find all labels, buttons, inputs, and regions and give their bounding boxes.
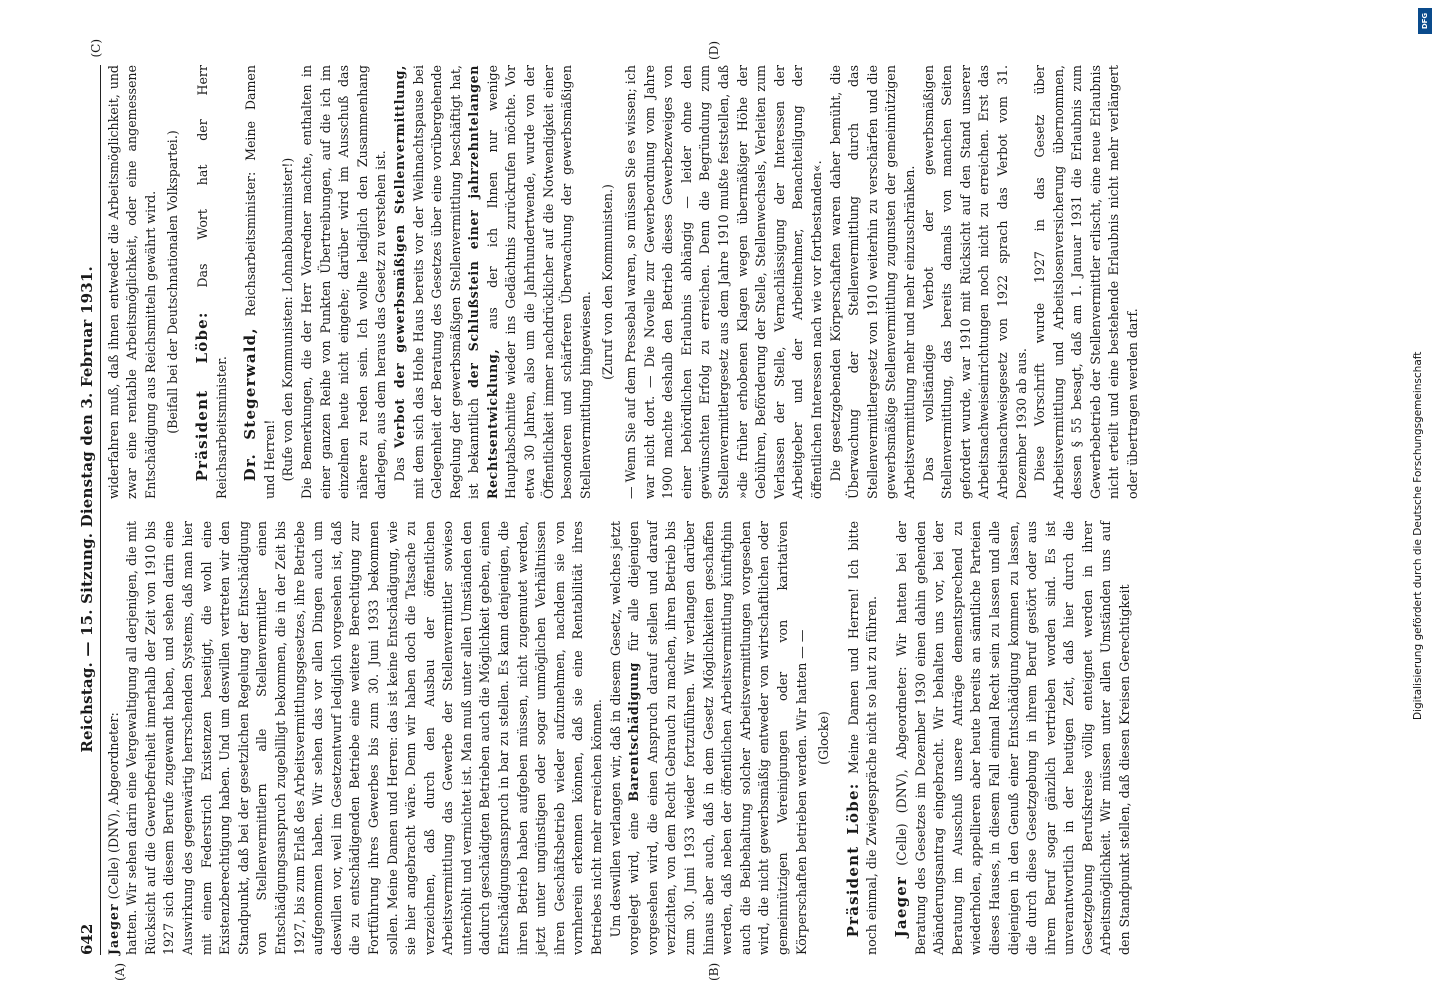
paragraph: Die Bemerkungen, die der Herr Vorredner machte, enthalten in einer ganzen Reihe von Punkten Übertreibungen, auf die ich im einzelnen heute nicht eingehe; darüber wird im Ausschuß das nähere zu reden sein. Ich wollte lediglich den Zusammenhang darlegen, aus dem heraus das Gesetz zu verstehen ist. bbox=[298, 65, 389, 499]
page-header bbox=[78, 65, 101, 955]
margin-marker-c: (C) bbox=[88, 39, 103, 58]
page-content bbox=[78, 39, 1368, 981]
margin-marker-d: (D) bbox=[706, 41, 721, 60]
interjection: (Rufe von den Kommunisten: Lohnabbauminister!) bbox=[280, 157, 296, 482]
paragraph: Diese Vorschrift wurde 1927 in das Gesetz über Arbeitsvermittlung und Arbeitslosenversicherung übernommen, dessen § 55 besagt, daß am 1. Januar 1931 die Erlaubnis zum Gewerbebetrieb der Stellenvermittler erlischt, eine neue Erlaubnis nicht erteilt und eine bestehende Erlaubnis nicht mehr verlängert oder übertragen werden darf. bbox=[1032, 65, 1141, 499]
emphasis: Barentschädigung bbox=[626, 662, 642, 802]
speaker-name: Präsident Löbe: bbox=[843, 782, 862, 938]
column-right bbox=[105, 65, 1143, 499]
paragraph: Das vollständige Verbot der gewerbsmäßigen Stellenvermittlung, das bereits damals von manchen Seiten gefordert wurde, war 1910 mit Rücksicht auf den Stand unserer Arbeitsnachweiseinrichtungen noch nicht zu erreichen. Erst das Arbeitsnachweisgesetz von 1922 sprach das Verbot vom 31. Dezember 1930 ab aus. bbox=[920, 65, 1029, 499]
column-left bbox=[105, 521, 1143, 955]
scanned-page bbox=[48, 30, 1420, 981]
speaker-role: (Celle) (DNV), Abgeordneter: bbox=[105, 712, 121, 900]
page-number: 642 bbox=[78, 923, 96, 955]
paragraph: Jaeger (Celle) (DNV), Abgeordneter: Wir hatten bei der Beratung des Gesetzes im Dezember 1930 einen dahin gehenden Abänderungsantrag eingebracht. Wir behalten uns vor, bei der Beratung im Ausschuß unsere Anträge dementsprechend zu wiederholen, appellieren aber heute bereits an sämtliche Parteien dieses Hauses, in diesem Fall einmal Recht sein zu lassen und alle diejenigen in den Genuß einer Entschädigung kommen zu lassen, die durch diese Gesetzgebung in ihrem Beruf gestört oder aus ihrem Beruf sogar gänzlich vertrieben worden sind. Es ist unverantwortlich in der heutigen Zeit, daß hier durch die Gesetzgebung Berufskreise völlig enteignet werden in ihrer Arbeitsmöglichkeit. Wir müssen unter allen Umständen uns auf den Standpunkt stellen, daß diesen Kreisen Gerechtigkeit bbox=[891, 521, 1133, 955]
interjection: (Zuruf von den Kommunisten.) bbox=[600, 184, 616, 380]
paragraph: Dr. Stegerwald, Reichsarbeitsminister: Meine Damen und Herren! bbox=[241, 65, 277, 499]
speaker-name: Präsident Löbe: bbox=[192, 311, 211, 482]
paragraph bbox=[105, 521, 124, 955]
paragraph: Das Verbot der gewerbsmäßigen Stellenvermittlung, mit dem sich das Hohe Haus bereits vor der Weihnachtspause bei Gelegenheit der Beratung des Gesetzes über eine vorübergehende Regelung der gewerbsmäßigen Stellenvermittlung beschäftigt hat, ist bekanntlich der Schlußstein einer jahrzehntelangen Rechtsentwicklung, aus der ich Ihnen nur wenige Hauptabschnitte wieder ins Gedächtnis zurückrufen möchte. Vor etwa 30 Jahren, also um die Jahrhundertwende, wurde von der Öffentlichkeit immer nachdrücklicher auf die Notwendigkeit einer besonderen und schärferen Überwachung der gewerbsmäßigen Stellenvermittlung hingewiesen. bbox=[391, 64, 593, 499]
emphasis: Verbot der gewerbsmäßigen Stellenvermittlung, bbox=[391, 65, 407, 449]
page-title: Reichstag. — 15. Sitzung. Dienstag den 3. Februar 1931. bbox=[78, 266, 96, 753]
margin-marker-b: (B) bbox=[706, 962, 721, 981]
paragraph: Um deswillen verlangen wir, daß in diesem Gesetz, welches jetzt vorgelegt wird, eine Barentschädigung für alle diejenigen vorgesehen wird, die einen Anspruch darauf stellen und darauf verzichten, von dem Recht Gebrauch zu machen, ihren Betrieb bis zum 30. Juni 1933 wieder fortzuführen. Wir verlangen darüber hinaus aber auch, daß in dem Gesetz Möglichkeiten geschaffen werden, daß neben der öffentlichen Arbeitsvermittlung künftighin auch die Beibehaltung solcher Arbeitsvermittlungen vorgesehen wird, die nicht gewerbsmäßig entweder von wirtschaftlichen oder gemeinnützigen Vereinigungen oder von karitativen Körperschaften betrieben werden. Wir hatten — — bbox=[607, 520, 809, 955]
speaker-name: Jaeger bbox=[105, 903, 121, 955]
paragraph: Präsident Löbe: Meine Damen und Herren! Ich bitte noch einmal, die Zwiegespräche nicht so laut zu führen. bbox=[843, 521, 880, 955]
speaker-name: Dr. Stegerwald, bbox=[241, 327, 260, 482]
interjection: (Beifall bei der Deutschnationalen Volkspartei.) bbox=[165, 130, 181, 434]
emphasis: der Schlußstein einer jahrzehntelangen Rechtsentwicklung, bbox=[466, 64, 500, 499]
paragraph: Präsident Löbe: Das Wort hat der Herr Reichsarbeitsminister. bbox=[192, 65, 229, 499]
paragraph: Die gesetzgebenden Körperschaften waren daher bemüht, die Überwachung der Stellenvermittlung durch das Stellenvermittlergesetz von 1910 weiterhin zu verschärfen und die gewerbsmäßige Stellenvermittlung zugunsten der gemeinnützigen Arbeitsvermittlung mehr und mehr einzuschränken. bbox=[827, 65, 917, 499]
dfg-logo: DFG bbox=[1418, 8, 1432, 34]
interjection: (Glocke) bbox=[816, 711, 832, 765]
paragraph: hatten. Wir sehen darin eine Vergewaltigung all derjenigen, die mit Rücksicht auf die Gewerbefreiheit innerhalb der Zeit von 1910 bis 1927 sich diesem Berufe zugewandt haben, und sehen darin eine Auswirkung des gegenwärtig herrschenden Systems, daß man hier mit einem Federstrich Existenzen beseitigt, die wohl eine Existenzberechtigung haben. Und um deswillen vertreten wir den Standpunkt, daß bei der gesetzlichen Regelung der Entschädigung von Stellenvermittlern alle Stellenvermittler einen Entschädigungsanspruch zugebilligt bekommen, die in der Zeit bis 1927, bis zum Erlaß des Arbeitsvermittlungsgesetzes, ihre Betriebe aufgenommen haben. Wir sehen das vor allen Dingen auch um deswillen vor, weil im Gesetzentwurf lediglich vorgesehen ist, daß die zu entschädigenden Betriebe eine weitere Berechtigung zur Fortführung ihres Gewerbes bis zum 30. Juni 1933 bekommen sollen. Meine Damen und Herren: das ist keine Entschädigung, wie sie hier angebracht wäre. Denn wir haben doch die Tatsache zu verzeichnen, daß durch den Ausbau der öffentlichen Arbeitsvermittlung das Gewerbe der Stellenvermittler sowieso unterhöhlt und vernichtet ist. Man muß unter allen Umständen den dadurch geschädigten Betrieben auch die Möglichkeit geben, einen Entschädigungsanspruch in bar zu stellen. Es kann denjenigen, die ihren Betrieb haben aufgeben müssen, nicht zugemutet werden, jetzt unter ungünstigen oder sogar unmöglichen Verhältnissen ihren Geschäftsbetrieb wieder aufzunehmen, nachdem sie von vornherein erkennen können, daß sie eine Rentabilität ihres Betriebes nicht mehr erreichen können. bbox=[124, 521, 605, 955]
margin-marker-a: (A) bbox=[112, 962, 127, 981]
speaker-name: Jaeger bbox=[891, 875, 910, 938]
digitization-note-text: Digitalisierung gefördert durch die Deutsche Forschungsgemeinschaft bbox=[1412, 351, 1424, 720]
paragraph: — Wenn Sie auf dem Pressebal waren, so müssen Sie es wissen; ich war nicht dort. — Die Novelle zur Gewerbeordnung vom Jahre 1900 machte deshalb den Betrieb dieses Gewerbezweiges von einer behördlichen Erlaubnis abhängig — leider ohne den gewünschten Erfolg zu erreichen. Denn die Begründung zum Stellenvermittlergesetz aus dem Jahre 1910 mußte feststellen, daß »die früher erhobenen Klagen wegen übermäßiger Höhe der Gebühren, Beförderung der Stelle, Stellenwechsels, Verleiten zum Verlassen der Stelle, Vernachlässigung der Interessen der Arbeitgeber und der Arbeitnehmer, Benachteiligung der öffentlichen Interessen nach wie vor fortbestanden«. bbox=[623, 65, 824, 499]
paragraph: widerfahren muß, daß ihnen entweder die Arbeitsmöglichkeit, und zwar eine rentable Arbeitsmöglichkeit, oder eine angemessene Entschädigung aus Reichsmitteln gewährt wird. bbox=[105, 65, 158, 499]
text-columns bbox=[88, 39, 1143, 981]
